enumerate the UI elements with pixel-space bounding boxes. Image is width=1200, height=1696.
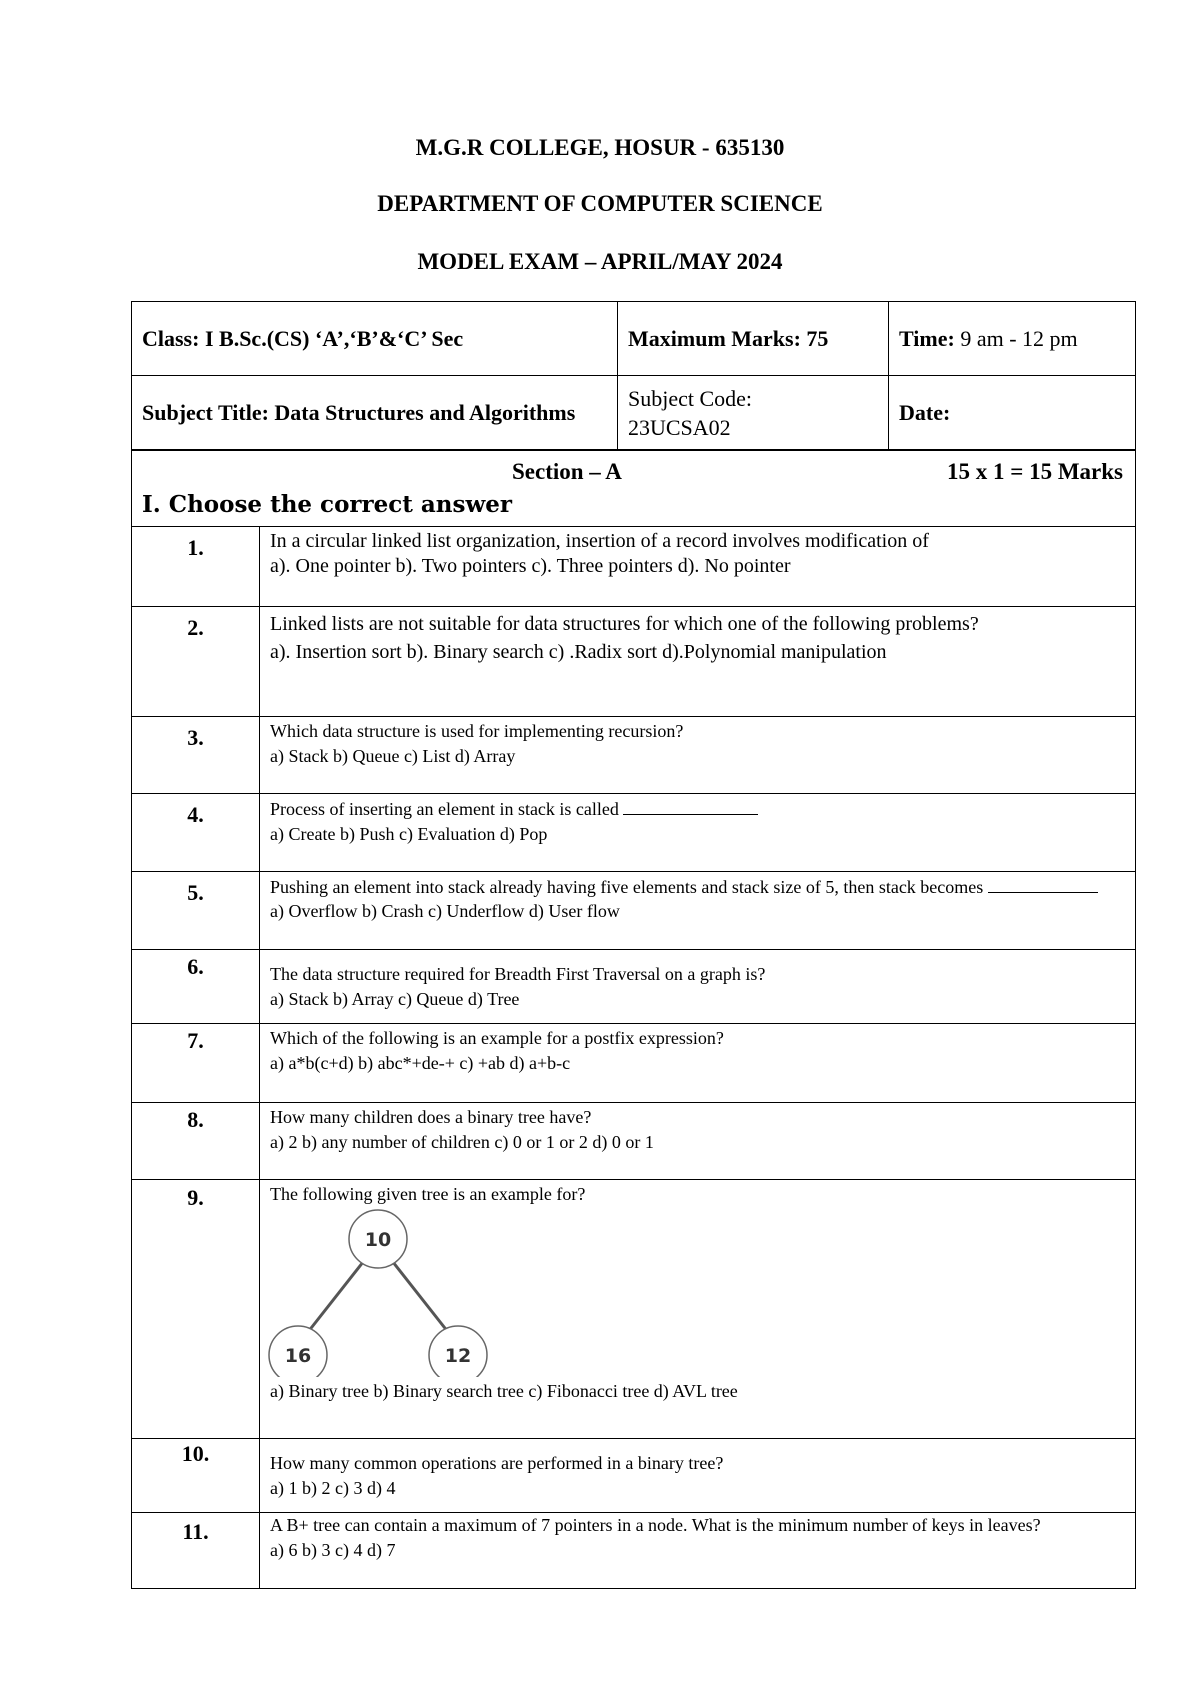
department-name: DEPARTMENT OF COMPUTER SCIENCE [377,191,823,216]
question-options: a). Insertion sort b). Binary search c) .Radix sort d).Polynomial manipulation [270,641,887,663]
question-number: 8. [132,1103,260,1180]
exam-title: MODEL EXAM – APRIL/MAY 2024 [417,249,783,274]
tree-node-right-label: 12 [444,1345,472,1367]
date-label: Date: [899,399,951,425]
question-text: In a circular linked list organization, insertion of a record involves modification of [270,530,929,552]
tree-edge-right [389,1257,448,1332]
time-label: Time: [899,325,955,351]
max-marks-value: 75 [806,325,829,351]
section-header [132,451,1136,527]
question-number: 6. [132,950,260,1024]
answer-blank [623,796,758,815]
question-row [132,527,1136,607]
question-options: a) 6 b) 3 c) 4 d) 7 [270,1540,396,1560]
question-text: How many common operations are performed in a binary tree? [270,1453,724,1473]
tree-edge-left [308,1257,367,1332]
question-number: 11. [132,1513,260,1589]
section-instruction: I. Choose the correct answer [142,491,513,518]
binary-tree-figure [268,1207,528,1377]
question-options: a) 2 b) any number of children c) 0 or 1 or 2 d) 0 or 1 [270,1132,654,1152]
question-options: a) Create b) Push c) Evaluation d) Pop [270,824,548,844]
subject-code-label: Subject Code: [628,385,753,411]
question-options: a) Overflow b) Crash c) Underflow d) User flow [270,901,620,921]
question-row [132,872,1136,950]
question-text: Which of the following is an example for a postfix expression? [270,1028,724,1048]
date-cell [889,376,1136,450]
time-value: 9 am - 12 pm [960,325,1078,351]
question-options: a) Stack b) Queue c) List d) Array [270,746,516,766]
question-number: 2. [132,607,260,717]
time-cell [889,302,1136,376]
subject-title-cell [132,376,618,450]
question-row [132,1103,1136,1180]
question-row [132,950,1136,1024]
question-text: Process of inserting an element in stack is called [270,799,619,819]
question-number: 7. [132,1024,260,1103]
subject-code-value: 23UCSA02 [628,414,731,440]
question-text: The following given tree is an example for? [270,1184,586,1204]
question-row [132,1180,1136,1439]
question-number: 9. [132,1180,260,1439]
class-cell [132,302,618,376]
question-number: 3. [132,717,260,794]
question-options: a) a*b(c+d) b) abc*+de-+ c) +ab d) a+b-c [270,1053,571,1073]
question-row [132,717,1136,794]
question-text: A B+ tree can contain a maximum of 7 pointers in a node. What is the minimum number of keys in leaves? [270,1515,1041,1535]
questions-table [131,450,1136,1589]
question-options: a) 1 b) 2 c) 3 d) 4 [270,1478,396,1498]
max-marks-label: Maximum Marks: [628,325,801,351]
question-options: a). One pointer b). Two pointers c). Three pointers d). No pointer [270,555,791,577]
question-text: Pushing an element into stack already having five elements and stack size of 5, then stack becomes [270,877,984,897]
question-row [132,1513,1136,1589]
question-text: The data structure required for Breadth First Traversal on a graph is? [270,964,766,984]
question-text: How many children does a binary tree have? [270,1107,592,1127]
question-text: Which data structure is used for implementing recursion? [270,721,684,741]
question-row [132,607,1136,717]
exam-info-table [131,301,1136,450]
section-marks: 15 x 1 = 15 Marks [946,459,1123,484]
answer-blank [988,874,1098,893]
class-label: Class: [142,325,200,351]
question-number: 5. [132,872,260,950]
question-number: 10. [132,1439,260,1513]
subject-code-cell [618,376,889,450]
question-row [132,1024,1136,1103]
question-options: a) Stack b) Array c) Queue d) Tree [270,989,520,1009]
question-text: Linked lists are not suitable for data structures for which one of the following problems? [270,613,979,635]
subject-title-value: Data Structures and Algorithms [274,400,576,425]
question-row [132,1439,1136,1513]
question-options: a) Binary tree b) Binary search tree c) Fibonacci tree d) AVL tree [270,1381,738,1401]
college-name: M.G.R COLLEGE, HOSUR - 635130 [415,135,785,160]
question-number: 1. [132,527,260,607]
tree-node-left-label: 16 [284,1345,312,1367]
subject-title-label: Subject Title: [142,400,269,425]
question-number: 4. [132,794,260,872]
tree-node-root-label: 10 [364,1229,392,1251]
question-row [132,794,1136,872]
max-marks-cell [618,302,889,376]
section-title: Section – A [512,459,622,484]
class-value: I B.Sc.(CS) ‘A’,‘B’&‘C’ Sec [204,325,464,351]
